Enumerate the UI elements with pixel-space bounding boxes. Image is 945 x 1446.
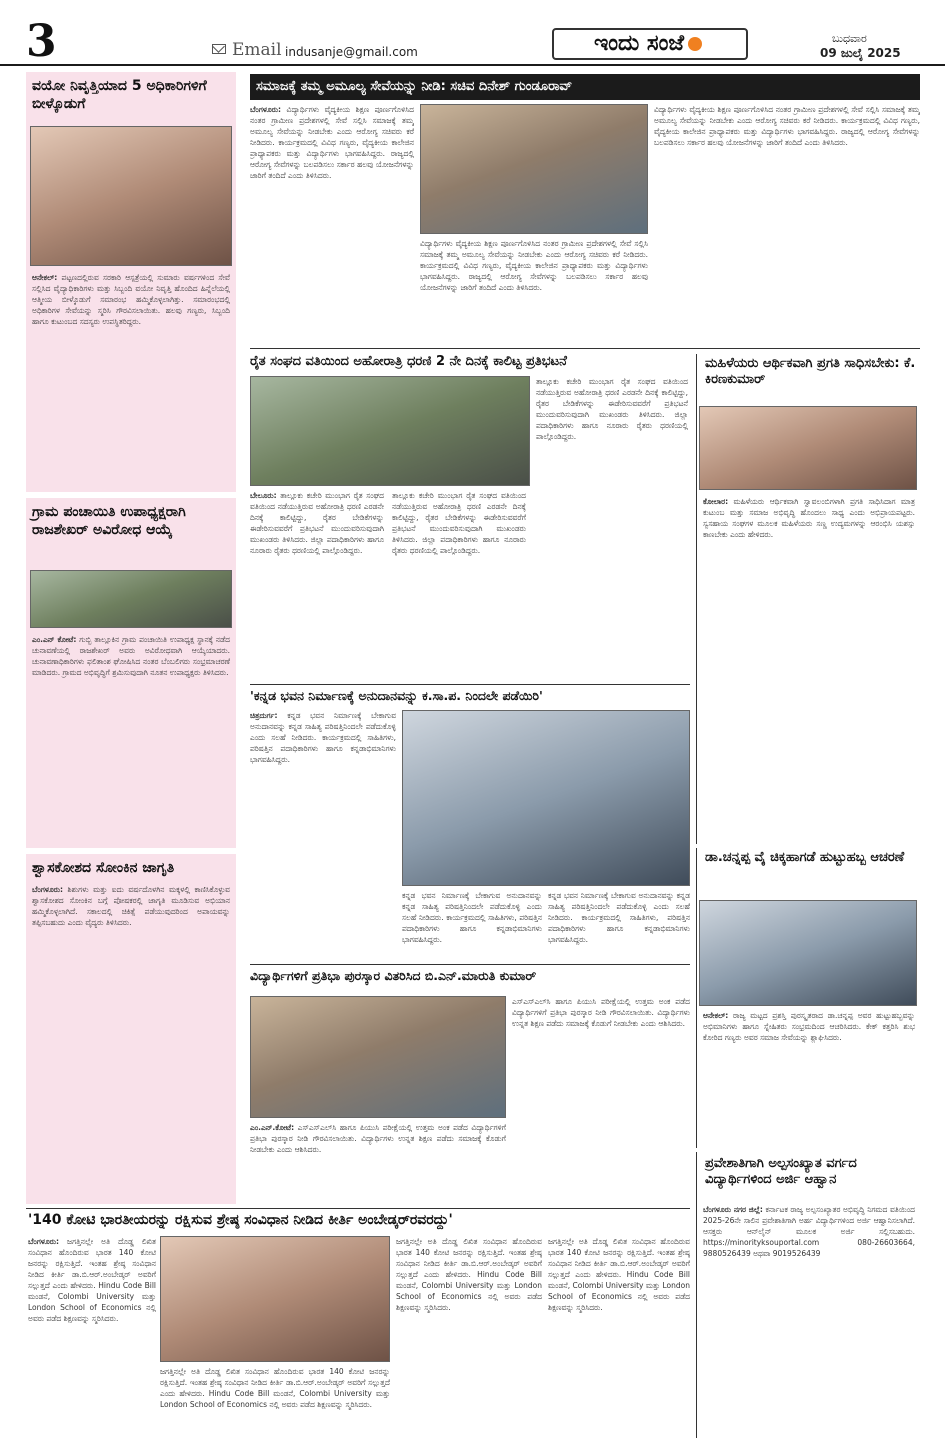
photo-gram-panchayat <box>30 570 232 628</box>
email-label: Email <box>232 40 282 60</box>
headline-minister-dinesh: ಸಮಾಜಕ್ಕೆ ತಮ್ಮ ಅಮೂಲ್ಯ ಸೇವೆಯನ್ನು ನೀಡಿ: ಸಚಿವ ದಿನೇಶ್ ಗುಂಡೂರಾವ್ <box>250 74 920 100</box>
photo-talent-award <box>250 996 506 1118</box>
divider <box>26 1208 690 1209</box>
photo-minister-event <box>420 104 648 234</box>
sun-icon <box>688 37 702 51</box>
masthead <box>0 0 945 66</box>
photo-kannada-bhavana <box>402 710 690 886</box>
headline-lung-infection: ಶ್ವಾಸಕೋಶದ ಸೋಂಕಿನ ಜಾಗೃತಿ <box>32 860 175 876</box>
body-talent-award-col2: ಎಸ್‌ಎಸ್‌ಎಲ್‌ಸಿ ಹಾಗೂ ಪಿಯುಸಿ ಪರೀಕ್ಷೆಯಲ್ಲಿ ಉತ್ತಮ ಅಂಕ ಪಡೆದ ವಿದ್ಯಾರ್ಥಿಗಳಿಗೆ ಪ್ರತಿಭಾ ಪುರಸ್ಕಾರ ನೀಡಿ ಗೌರವಿಸಲಾಯಿತು. ವಿದ್ಯಾರ್ಥಿಗಳು ಉನ್ನತ ಶಿಕ್ಷಣ ಪಡೆದು ಸಮಾಜಕ್ಕೆ ಕೊಡುಗೆ ನೀಡಬೇಕು ಎಂದು ಆಶಿಸಿದರು. <box>512 997 690 1028</box>
body-ambedkar-col2: ಜಗತ್ತಿನಲ್ಲೇ ಅತಿ ದೊಡ್ಡ ಲಿಖಿತ ಸಂವಿಧಾನ ಹೊಂದಿರುವ ಭಾರತ 140 ಕೋಟಿ ಜನರನ್ನು ರಕ್ಷಿಸುತ್ತಿದೆ. ಇಂತಹ ಶ್ರೇಷ್ಠ ಸಂವಿಧಾನ ನೀಡಿದ ಕೀರ್ತಿ ಡಾ.ಬಿ.ಆರ್.ಅಂಬೇಡ್ಕರ್ ಅವರಿಗೆ ಸಲ್ಲುತ್ತದೆ ಎಂದು ಹೇಳಿದರು. Hindu Code Bill ಮಂಡನೆ, Colombi University ಮತ್ತು London School of Economics ನಲ್ಲಿ ಅವರು ಪಡೆದ ಶಿಕ್ಷಣವನ್ನು ಸ್ಮರಿಸಿದರು. <box>160 1367 390 1409</box>
body-women-progress: ಕೋಲಾರ: ಮಹಿಳೆಯರು ಆರ್ಥಿಕವಾಗಿ ಸ್ವಾವಲಂಬಿಗಳಾಗಿ ಪ್ರಗತಿ ಸಾಧಿಸಿದಾಗ ಮಾತ್ರ ಕುಟುಂಬ ಮತ್ತು ಸಮಾಜ ಅಭಿವೃದ್ಧಿ ಹೊಂದಲು ಸಾಧ್ಯ ಎಂದು ಅಭಿಪ್ರಾಯಪಟ್ಟರು. ಸ್ವಸಹಾಯ ಸಂಘಗಳ ಮೂಲಕ ಮಹಿಳೆಯರು ಸಣ್ಣ ಉದ್ಯಮಗಳನ್ನು ಆರಂಭಿಸಿ ಯಶಸ್ಸು ಕಾಣಬೇಕು ಎಂದು ಹೇಳಿದರು. <box>703 497 915 539</box>
headline-gram-panchayat: ಗ್ರಾಮ ಪಂಚಾಯಿತಿ ಉಪಾಧ್ಯಕ್ಷರಾಗಿ ರಾಜಶೇಖರ್ ಅವಿರೋಧ ಆಯ್ಕೆ <box>32 504 186 538</box>
body-farmers-protest-col3: ತಾಲ್ಲೂಕು ಕಚೇರಿ ಮುಂಭಾಗ ರೈತ ಸಂಘದ ವತಿಯಿಂದ ನಡೆಯುತ್ತಿರುವ ಅಹೋರಾತ್ರಿ ಧರಣಿ ಎರಡನೇ ದಿನಕ್ಕೆ ಕಾಲಿಟ್ಟಿದ್ದು, ರೈತರ ಬೇಡಿಕೆಗಳನ್ನು ಈಡೇರಿಸುವವರೆಗೆ ಪ್ರತಿಭಟನೆ ಮುಂದುವರಿಸುವುದಾಗಿ ಮುಖಂಡರು ತಿಳಿಸಿದರು. ಜಿಲ್ಲಾ ಪದಾಧಿಕಾರಿಗಳು ಹಾಗೂ ನೂರಾರು ರೈತರು ಧರಣಿಯಲ್ಲಿ ಪಾಲ್ಗೊಂಡಿದ್ದರು. <box>536 377 688 441</box>
divider <box>250 684 690 685</box>
headline-women-progress: ಮಹಿಳೆಯರು ಆರ್ಥಿಕವಾಗಿ ಪ್ರಗತಿ ಸಾಧಿಸಬೇಕು: ಕೆ. ಕಿರಣಕುಮಾರ್ <box>705 356 916 388</box>
contact-phone: 080-26603664, 9880526439 ಅಥವಾ 9019526439 <box>703 1238 915 1258</box>
photo-birthday <box>699 900 917 1006</box>
body-birthday: ಆನೇಕಲ್: ರಾಜ್ಯ ಮಟ್ಟದ ಪ್ರಶಸ್ತಿ ಪುರಸ್ಕೃತರಾದ ಡಾ.ಚನ್ನಪ್ಪ ಅವರ ಹುಟ್ಟುಹಬ್ಬವನ್ನು ಅಭಿಮಾನಿಗಳು ಹಾಗೂ ಸ್ನೇಹಿತರು ಸಂಭ್ರಮದಿಂದ ಆಚರಿಸಿದರು. ಕೇಕ್ ಕತ್ತರಿಸಿ ಶುಭ ಕೋರಿದ ಗಣ್ಯರು ಅವರ ಸಮಾಜ ಸೇವೆಯನ್ನು ಶ್ಲಾಘಿಸಿದರು. <box>703 1011 915 1042</box>
email-address[interactable]: indusanje@gmail.com <box>285 45 418 59</box>
body-kannada-bhavana-col3: ಕನ್ನಡ ಭವನ ನಿರ್ಮಾಣಕ್ಕೆ ಬೇಕಾಗುವ ಅನುದಾನವನ್ನು ಕನ್ನಡ ಸಾಹಿತ್ಯ ಪರಿಷತ್ತಿನಿಂದಲೇ ಪಡೆದುಕೊಳ್ಳಿ ಎಂದು ಸಲಹೆ ನೀಡಿದರು. ಕಾರ್ಯಕ್ರಮದಲ್ಲಿ ಸಾಹಿತಿಗಳು, ಪರಿಷತ್ತಿನ ಪದಾಧಿಕಾರಿಗಳು ಹಾಗೂ ಕನ್ನಡಾಭಿಮಾನಿಗಳು ಭಾಗವಹಿಸಿದ್ದರು. <box>548 891 690 944</box>
headline-minority-admission: ಪ್ರವೇಶಾತಿಗಾಗಿ ಅಲ್ಪಸಂಖ್ಯಾತ ವರ್ಗದ ವಿದ್ಯಾರ್ಥಿಗಳಿಂದ ಅರ್ಜಿ ಆಹ್ವಾನ <box>705 1156 857 1188</box>
headline-farmers-protest: ರೈತ ಸಂಘದ ವತಿಯಿಂದ ಅಹೋರಾತ್ರಿ ಧರಣಿ 2 ನೇ ದಿನಕ್ಕೆ ಕಾಲಿಟ್ಟ ಪ್ರತಿಭಟನೆ <box>250 354 567 369</box>
article-gram-panchayat <box>26 498 236 848</box>
body-talent-award-col1: ಎಂ.ಎನ್.ಕೋಟೆ: ಎಸ್‌ಎಸ್‌ಎಲ್‌ಸಿ ಹಾಗೂ ಪಿಯುಸಿ ಪರೀಕ್ಷೆಯಲ್ಲಿ ಉತ್ತಮ ಅಂಕ ಪಡೆದ ವಿದ್ಯಾರ್ಥಿಗಳಿಗೆ ಪ್ರತಿಭಾ ಪುರಸ್ಕಾರ ನೀಡಿ ಗೌರವಿಸಲಾಯಿತು. ವಿದ್ಯಾರ್ಥಿಗಳು ಉನ್ನತ ಶಿಕ್ಷಣ ಪಡೆದು ಸಮಾಜಕ್ಕೆ ಕೊಡುಗೆ ನೀಡಬೇಕು ಎಂದು ಆಶಿಸಿದರು. <box>250 1123 506 1154</box>
page-number: 3 <box>26 16 57 67</box>
portal-url[interactable]: https://minorityksouportal.com <box>703 1238 820 1247</box>
body-minister-dinesh-col2: ವಿದ್ಯಾರ್ಥಿಗಳು ವೈದ್ಯಕೀಯ ಶಿಕ್ಷಣ ಪೂರ್ಣಗೊಳಿಸಿದ ನಂತರ ಗ್ರಾಮೀಣ ಪ್ರದೇಶಗಳಲ್ಲಿ ಸೇವೆ ಸಲ್ಲಿಸಿ ಸಮಾಜಕ್ಕೆ ತಮ್ಮ ಅಮೂಲ್ಯ ಸೇವೆಯನ್ನು ನೀಡಬೇಕು ಎಂದು ಆರೋಗ್ಯ ಸಚಿವರು ಕರೆ ನೀಡಿದರು. ಕಾರ್ಯಕ್ರಮದಲ್ಲಿ ವಿವಿಧ ಗಣ್ಯರು, ವೈದ್ಯಕೀಯ ಕಾಲೇಜಿನ ಪ್ರಾಧ್ಯಾಪಕರು ಮತ್ತು ವಿದ್ಯಾರ್ಥಿಗಳು ಭಾಗವಹಿಸಿದ್ದರು. ರಾಜ್ಯದಲ್ಲಿ ಆರೋಗ್ಯ ಸೇವೆಗಳನ್ನು ಬಲಪಡಿಸಲು ಸರ್ಕಾರ ಹಲವು ಯೋಜನೆಗಳನ್ನು ಜಾರಿಗೆ ತಂದಿದೆ ಎಂದು ತಿಳಿಸಿದರು. <box>420 239 648 292</box>
body-gram-panchayat: ಎಂ.ಎನ್ ಕೋಟೆ: ಗುಬ್ಬಿ ತಾಲ್ಲೂಕಿನ ಗ್ರಾಮ ಪಂಚಾಯಿತಿ ಉಪಾಧ್ಯಕ್ಷ ಸ್ಥಾನಕ್ಕೆ ನಡೆದ ಚುನಾವಣೆಯಲ್ಲಿ ರಾಜಶೇಖರ್ ಅವರು ಅವಿರೋಧವಾಗಿ ಆಯ್ಕೆಯಾದರು. ಚುನಾವಣಾಧಿಕಾರಿಗಳು ಫಲಿತಾಂಶ ಘೋಷಿಸಿದ ನಂತರ ಬೆಂಬಲಿಗರು ಸಂಭ್ರಮಾಚರಣೆ ಮಾಡಿದರು. ಗ್ರಾಮದ ಅಭಿವೃದ್ಧಿಗೆ ಶ್ರಮಿಸುವುದಾಗಿ ನೂತನ ಉಪಾಧ್ಯಕ್ಷರು ತಿಳಿಸಿದರು. <box>32 635 230 677</box>
body-ambedkar-col4: ಜಗತ್ತಿನಲ್ಲೇ ಅತಿ ದೊಡ್ಡ ಲಿಖಿತ ಸಂವಿಧಾನ ಹೊಂದಿರುವ ಭಾರತ 140 ಕೋಟಿ ಜನರನ್ನು ರಕ್ಷಿಸುತ್ತಿದೆ. ಇಂತಹ ಶ್ರೇಷ್ಠ ಸಂವಿಧಾನ ನೀಡಿದ ಕೀರ್ತಿ ಡಾ.ಬಿ.ಆರ್.ಅಂಬೇಡ್ಕರ್ ಅವರಿಗೆ ಸಲ್ಲುತ್ತದೆ ಎಂದು ಹೇಳಿದರು. Hindu Code Bill ಮಂಡನೆ, Colombi University ಮತ್ತು London School of Economics ನಲ್ಲಿ ಅವರು ಪಡೆದ ಶಿಕ್ಷಣವನ್ನು ಸ್ಮರಿಸಿದರು. <box>548 1237 690 1312</box>
photo-women-group <box>699 406 917 490</box>
headline-retirement: ವಯೋ ನಿವೃತ್ತಿಯಾದ 5 ಅಧಿಕಾರಿಗಳಿಗೆ ಬೀಳ್ಕೊಡುಗೆ <box>32 78 207 112</box>
body-ambedkar-col1: ಬೆಂಗಳೂರು: ಜಗತ್ತಿನಲ್ಲೇ ಅತಿ ದೊಡ್ಡ ಲಿಖಿತ ಸಂವಿಧಾನ ಹೊಂದಿರುವ ಭಾರತ 140 ಕೋಟಿ ಜನರನ್ನು ರಕ್ಷಿಸುತ್ತಿದೆ. ಇಂತಹ ಶ್ರೇಷ್ಠ ಸಂವಿಧಾನ ನೀಡಿದ ಕೀರ್ತಿ ಡಾ.ಬಿ.ಆರ್.ಅಂಬೇಡ್ಕರ್ ಅವರಿಗೆ ಸಲ್ಲುತ್ತದೆ ಎಂದು ಹೇಳಿದರು. Hindu Code Bill ಮಂಡನೆ, Colombi University ಮತ್ತು London School of Economics ನಲ್ಲಿ ಅವರು ಪಡೆದ ಶಿಕ್ಷಣವನ್ನು ಸ್ಮರಿಸಿದರು. <box>28 1237 156 1323</box>
body-kannada-bhavana-col1: ಚಿತ್ರದುರ್ಗ: ಕನ್ನಡ ಭವನ ನಿರ್ಮಾಣಕ್ಕೆ ಬೇಕಾಗುವ ಅನುದಾನವನ್ನು ಕನ್ನಡ ಸಾಹಿತ್ಯ ಪರಿಷತ್ತಿನಿಂದಲೇ ಪಡೆದುಕೊಳ್ಳಿ ಎಂದು ಸಲಹೆ ನೀಡಿದರು. ಕಾರ್ಯಕ್ರಮದಲ್ಲಿ ಸಾಹಿತಿಗಳು, ಪರಿಷತ್ತಿನ ಪದಾಧಿಕಾರಿಗಳು ಹಾಗೂ ಕನ್ನಡಾಭಿಮಾನಿಗಳು ಭಾಗವಹಿಸಿದ್ದರು. <box>250 711 396 764</box>
issue-day: ಬುಧವಾರ <box>832 32 867 45</box>
body-minister-dinesh-col3: ವಿದ್ಯಾರ್ಥಿಗಳು ವೈದ್ಯಕೀಯ ಶಿಕ್ಷಣ ಪೂರ್ಣಗೊಳಿಸಿದ ನಂತರ ಗ್ರಾಮೀಣ ಪ್ರದೇಶಗಳಲ್ಲಿ ಸೇವೆ ಸಲ್ಲಿಸಿ ಸಮಾಜಕ್ಕೆ ತಮ್ಮ ಅಮೂಲ್ಯ ಸೇವೆಯನ್ನು ನೀಡಬೇಕು ಎಂದು ಆರೋಗ್ಯ ಸಚಿವರು ಕರೆ ನೀಡಿದರು. ಕಾರ್ಯಕ್ರಮದಲ್ಲಿ ವಿವಿಧ ಗಣ್ಯರು, ವೈದ್ಯಕೀಯ ಕಾಲೇಜಿನ ಪ್ರಾಧ್ಯಾಪಕರು ಮತ್ತು ವಿದ್ಯಾರ್ಥಿಗಳು ಭಾಗವಹಿಸಿದ್ದರು. ರಾಜ್ಯದಲ್ಲಿ ಆರೋಗ್ಯ ಸೇವೆಗಳನ್ನು ಬಲಪಡಿಸಲು ಸರ್ಕಾರ ಹಲವು ಯೋಜನೆಗಳನ್ನು ಜಾರಿಗೆ ತಂದಿದೆ ಎಂದು ತಿಳಿಸಿದರು. <box>654 105 920 147</box>
issue-date: 09 ಜುಲೈ 2025 <box>820 46 901 60</box>
divider <box>250 348 920 349</box>
body-minority-admission: ಬೆಂಗಳೂರು ನಗರ ಜಿಲ್ಲೆ: ಕರ್ನಾಟಕ ರಾಜ್ಯ ಅಲ್ಪಸಂಖ್ಯಾತರ ಅಭಿವೃದ್ಧಿ ನಿಗಮದ ವತಿಯಿಂದ 2025-26ನೇ ಸಾಲಿನ ಪ್ರವೇಶಾತಿಗಾಗಿ ಅರ್ಹ ವಿದ್ಯಾರ್ಥಿಗಳಿಂದ ಅರ್ಜಿ ಆಹ್ವಾನಿಸಲಾಗಿದೆ. ಆಸಕ್ತರು ಆನ್‌ಲೈನ್ ಮೂಲಕ ಅರ್ಜಿ ಸಲ್ಲಿಸಬಹುದು. https://minorityksouportal.com 080-26603664, 9880526439 ಅಥವಾ 9019526439 <box>703 1205 915 1258</box>
body-lung-infection: ಬೆಂಗಳೂರು: ಶಿಶುಗಳು ಮತ್ತು ಐದು ವರ್ಷದೊಳಗಿನ ಮಕ್ಕಳಲ್ಲಿ ಕಾಣಿಸಿಕೊಳ್ಳುವ ಶ್ವಾಸಕೋಶದ ಸೋಂಕಿನ ಬಗ್ಗೆ ಪೋಷಕರಲ್ಲಿ ಜಾಗೃತಿ ಮೂಡಿಸುವ ಅಭಿಯಾನ ಹಮ್ಮಿಕೊಳ್ಳಲಾಗಿದೆ. ಸಕಾಲದಲ್ಲಿ ಚಿಕಿತ್ಸೆ ಪಡೆಯುವುದರಿಂದ ಅಪಾಯವನ್ನು ತಪ್ಪಿಸಬಹುದು ಎಂದು ವೈದ್ಯರು ತಿಳಿಸಿದರು. <box>32 885 230 927</box>
article-minority-admission <box>696 1152 920 1438</box>
photo-farmers-protest <box>250 376 530 486</box>
article-women-progress <box>696 354 920 844</box>
headline-talent-award: ವಿದ್ಯಾರ್ಥಿಗಳಿಗೆ ಪ್ರತಿಭಾ ಪುರಸ್ಕಾರ ವಿತರಿಸಿದ ಬಿ.ಎನ್.ಮಾರುತಿ ಕುಮಾರ್ <box>250 968 537 983</box>
newspaper-logo <box>552 28 748 60</box>
article-birthday <box>696 848 920 1148</box>
article-lung-infection <box>26 854 236 1204</box>
envelope-icon <box>212 44 226 54</box>
body-minister-dinesh-col1: ಬೆಂಗಳೂರು: ವಿದ್ಯಾರ್ಥಿಗಳು ವೈದ್ಯಕೀಯ ಶಿಕ್ಷಣ ಪೂರ್ಣಗೊಳಿಸಿದ ನಂತರ ಗ್ರಾಮೀಣ ಪ್ರದೇಶಗಳಲ್ಲಿ ಸೇವೆ ಸಲ್ಲಿಸಿ ಸಮಾಜಕ್ಕೆ ತಮ್ಮ ಅಮೂಲ್ಯ ಸೇವೆಯನ್ನು ನೀಡಬೇಕು ಎಂದು ಆರೋಗ್ಯ ಸಚಿವರು ಕರೆ ನೀಡಿದರು. ಕಾರ್ಯಕ್ರಮದಲ್ಲಿ ವಿವಿಧ ಗಣ್ಯರು, ವೈದ್ಯಕೀಯ ಕಾಲೇಜಿನ ಪ್ರಾಧ್ಯಾಪಕರು ಮತ್ತು ವಿದ್ಯಾರ್ಥಿಗಳು ಭಾಗವಹಿಸಿದ್ದರು. ರಾಜ್ಯದಲ್ಲಿ ಆರೋಗ್ಯ ಸೇವೆಗಳನ್ನು ಬಲಪಡಿಸಲು ಸರ್ಕಾರ ಹಲವು ಯೋಜನೆಗಳನ್ನು ಜಾರಿಗೆ ತಂದಿದೆ ಎಂದು ತಿಳಿಸಿದರು. <box>250 105 414 180</box>
body-farmers-protest-col2: ತಾಲ್ಲೂಕು ಕಚೇರಿ ಮುಂಭಾಗ ರೈತ ಸಂಘದ ವತಿಯಿಂದ ನಡೆಯುತ್ತಿರುವ ಅಹೋರಾತ್ರಿ ಧರಣಿ ಎರಡನೇ ದಿನಕ್ಕೆ ಕಾಲಿಟ್ಟಿದ್ದು, ರೈತರ ಬೇಡಿಕೆಗಳನ್ನು ಈಡೇರಿಸುವವರೆಗೆ ಪ್ರತಿಭಟನೆ ಮುಂದುವರಿಸುವುದಾಗಿ ಮುಖಂಡರು ತಿಳಿಸಿದರು. ಜಿಲ್ಲಾ ಪದಾಧಿಕಾರಿಗಳು ಹಾಗೂ ನೂರಾರು ರೈತರು ಧರಣಿಯಲ್ಲಿ ಪಾಲ್ಗೊಂಡಿದ್ದರು. <box>392 491 526 555</box>
body-farmers-protest-col1: ಬೇಲೂರು: ತಾಲ್ಲೂಕು ಕಚೇರಿ ಮುಂಭಾಗ ರೈತ ಸಂಘದ ವತಿಯಿಂದ ನಡೆಯುತ್ತಿರುವ ಅಹೋರಾತ್ರಿ ಧರಣಿ ಎರಡನೇ ದಿನಕ್ಕೆ ಕಾಲಿಟ್ಟಿದ್ದು, ರೈತರ ಬೇಡಿಕೆಗಳನ್ನು ಈಡೇರಿಸುವವರೆಗೆ ಪ್ರತಿಭಟನೆ ಮುಂದುವರಿಸುವುದಾಗಿ ಮುಖಂಡರು ತಿಳಿಸಿದರು. ಜಿಲ್ಲಾ ಪದಾಧಿಕಾರಿಗಳು ಹಾಗೂ ನೂರಾರು ರೈತರು ಧರಣಿಯಲ್ಲಿ ಪಾಲ್ಗೊಂಡಿದ್ದರು. <box>250 491 384 555</box>
headline-ambedkar: '140 ಕೋಟಿ ಭಾರತೀಯರನ್ನು ರಕ್ಷಿಸುವ ಶ್ರೇಷ್ಠ ಸಂವಿಧಾನ ನೀಡಿದ ಕೀರ್ತಿ ಅಂಬೇಡ್ಕರ್‌ರವರದ್ದು' <box>28 1212 453 1228</box>
divider <box>250 964 690 965</box>
body-ambedkar-col3: ಜಗತ್ತಿನಲ್ಲೇ ಅತಿ ದೊಡ್ಡ ಲಿಖಿತ ಸಂವಿಧಾನ ಹೊಂದಿರುವ ಭಾರತ 140 ಕೋಟಿ ಜನರನ್ನು ರಕ್ಷಿಸುತ್ತಿದೆ. ಇಂತಹ ಶ್ರೇಷ್ಠ ಸಂವಿಧಾನ ನೀಡಿದ ಕೀರ್ತಿ ಡಾ.ಬಿ.ಆರ್.ಅಂಬೇಡ್ಕರ್ ಅವರಿಗೆ ಸಲ್ಲುತ್ತದೆ ಎಂದು ಹೇಳಿದರು. Hindu Code Bill ಮಂಡನೆ, Colombi University ಮತ್ತು London School of Economics ನಲ್ಲಿ ಅವರು ಪಡೆದ ಶಿಕ್ಷಣವನ್ನು ಸ್ಮರಿಸಿದರು. <box>396 1237 542 1312</box>
logo-text: ಇಂದು ಸಂಜೆ <box>593 31 684 56</box>
body-kannada-bhavana-col2: ಕನ್ನಡ ಭವನ ನಿರ್ಮಾಣಕ್ಕೆ ಬೇಕಾಗುವ ಅನುದಾನವನ್ನು ಕನ್ನಡ ಸಾಹಿತ್ಯ ಪರಿಷತ್ತಿನಿಂದಲೇ ಪಡೆದುಕೊಳ್ಳಿ ಎಂದು ಸಲಹೆ ನೀಡಿದರು. ಕಾರ್ಯಕ್ರಮದಲ್ಲಿ ಸಾಹಿತಿಗಳು, ಪರಿಷತ್ತಿನ ಪದಾಧಿಕಾರಿಗಳು ಹಾಗೂ ಕನ್ನಡಾಭಿಮಾನಿಗಳು ಭಾಗವಹಿಸಿದ್ದರು. <box>402 891 542 944</box>
headline-kannada-bhavana: 'ಕನ್ನಡ ಭವನ ನಿರ್ಮಾಣಕ್ಕೆ ಅನುದಾನವನ್ನು ಕ.ಸಾ.ಪ. ನಿಂದಲೇ ಪಡೆಯಿರಿ' <box>250 688 543 703</box>
article-retirement <box>26 72 236 492</box>
photo-retirement-group <box>30 126 232 266</box>
headline-birthday: ಡಾ.ಚನ್ನಪ್ಪ ವೈ ಚಿಕ್ಕಹಾಗಡೆ ಹುಟ್ಟುಹಬ್ಬ ಆಚರಣೆ <box>705 850 905 865</box>
body-retirement: ಆನೇಕಲ್: ಪಟ್ಟಣದಲ್ಲಿರುವ ಸರಕಾರಿ ಆಸ್ಪತ್ರೆಯಲ್ಲಿ ಸುಮಾರು ವರ್ಷಗಳಿಂದ ಸೇವೆ ಸಲ್ಲಿಸಿದ ವೈದ್ಯಾಧಿಕಾರಿಗಳು ಮತ್ತು ಸಿಬ್ಬಂದಿ ವಯೋ ನಿವೃತ್ತಿ ಹೊಂದಿದ ಹಿನ್ನೆಲೆಯಲ್ಲಿ ಆತ್ಮೀಯ ಬೀಳ್ಕೊಡುಗೆ ಸಮಾರಂಭ ಹಮ್ಮಿಕೊಳ್ಳಲಾಗಿತ್ತು. ಸಮಾರಂಭದಲ್ಲಿ ಅಧಿಕಾರಿಗಳ ಸೇವೆಯನ್ನು ಸ್ಮರಿಸಿ ಗೌರವಿಸಲಾಯಿತು. ಹಲವು ಗಣ್ಯರು, ಸಿಬ್ಬಂದಿ ಹಾಗೂ ಕುಟುಂಬದ ಸದಸ್ಯರು ಉಪಸ್ಥಿತರಿದ್ದರು. <box>32 273 230 326</box>
photo-ambedkar-event <box>160 1236 390 1362</box>
